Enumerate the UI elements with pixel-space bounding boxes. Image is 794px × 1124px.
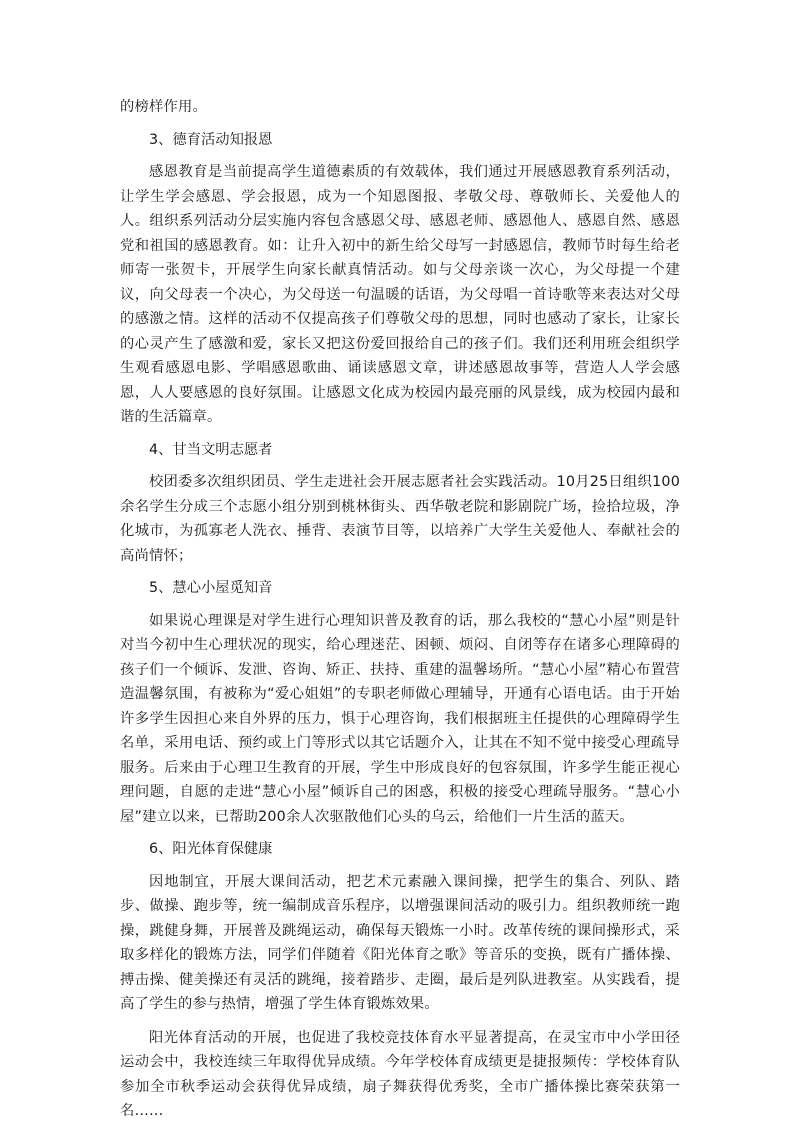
section-3 [120,128,680,430]
section-heading: 4、甘当文明志愿者 [149,441,273,458]
section-heading: 6、阳光体育保健康 [149,841,273,857]
section-paragraph: 感恩教育是当前提高学生道德素质的有效载体，我们通过开展感恩教育系列活动，让学生学会感恩、学会报恩，成为一个知恩图报、孝敬父母、尊敬师长、关爱他人的人。组织系列活动分层实施内容包含感恩父母、感恩老师、感恩他人、感恩自然、感恩党和祖国的感恩教育。如：让升入初中的新生给父母写一封感恩信，教师节时每生给老师寄一张贺卡，开展学生向家长献真情活动。如与父母亲谈一次心，为父母提一个建议，向父母表一个决心，为父母送一句温暖的话语，为父母唱一首诗歌等来表达对父母的感激之情。这样的活动不仅提高孩子们尊敬父母的思想，同时也感动了家长，让家长的心灵产生了感激和爱，家长又把这份爱回报给自己的孩子们。我们还利用班会组织学生观看感恩电影、学唱感恩歌曲、诵读感恩文章，讲述感恩故事等，营造人人学会感恩，人人要感恩的良好氛围。让感恩文化成为校园内最亮丽的风景线，成为校园内最和谐的生活篇章。 [120,164,680,425]
section-heading: 5、慧心小屋觅知音 [149,580,273,596]
section-4 [120,438,680,569]
document-page [120,95,680,1124]
section-paragraph: 阳光体育活动的开展，也促进了我校竞技体育水平显著提高，在灵宝市中小学田径运动会中，我校连续三年取得优异成绩。今年学校体育成绩更是捷报频传：学校体育队参加全市秋季运动会获得优异成绩，扇子舞获得优秀奖，全市广播体操比赛荣获第一名…… [120,1029,680,1119]
section-paragraph: 校团委多次组织团员、学生走进社会开展志愿者社会实践活动。10月25日组织100余名学生分成三个志愿小组分别到桃林街头、西华敬老院和影剧院广场，捡拾垃圾，净化城市，为孤寡老人洗衣、捶背、表演节目等，以培养广大学生关爱他人、奉献社会的高尚情怀； [120,474,680,564]
section-paragraph: 如果说心理课是对学生进行心理知识普及教育的话，那么我校的“慧心小屋”则是针对当今初中生心理状况的现实，给心理迷茫、困顿、烦闷、自闭等存在诸多心理障碍的孩子们一个倾诉、发泄、咨询、矫正、扶持、重建的温馨场所。“慧心小屋”精心布置营造温馨氛围，有被称为“爱心姐姐”的专职老师做心理辅导，开通有心语电话。由于开始许多学生因担心来自外界的压力，惧于心理咨询，我们根据班主任提供的心理障碍学生名单，采用电话、预约或上门等形式以其它话题介入，让其在不知不觉中接受心理疏导服务。后来由于心理卫生教育的开展，学生中形成良好的包容氛围，许多学生能正视心理问题，自愿的走进“慧心小屋”倾诉自己的困惑，积极的接受心理疏导服务。“慧心小屋”建立以来，已帮助200余人次驱散他们心头的乌云，给他们一片生活的蓝天。 [120,612,680,825]
section-paragraph: 因地制宜，开展大课间活动，把艺术元素融入课间操，把学生的集合、列队、踏步、做操、跑步等，统一编制成音乐程序，以增强课间活动的吸引力。组织教师统一跑操，跳健身舞，开展普及跳绳运动，确保每天锻炼一小时。改革传统的课间操形式，采取多样化的锻炼方法，同学们伴随着《阳光体育之歌》等音乐的变换，既有广播体操、搏击操、健美操还有灵活的跳绳，接着踏步、走圈，最后是列队进教室。从实践看，提高了学生的参与热情，增强了学生体育锻炼效果。 [120,873,680,1012]
section-5 [120,576,680,829]
continuation-text: 的榜样作用。 [120,99,207,115]
section-heading: 3、德育活动知报恩 [149,131,273,148]
section-6 [120,837,680,1124]
